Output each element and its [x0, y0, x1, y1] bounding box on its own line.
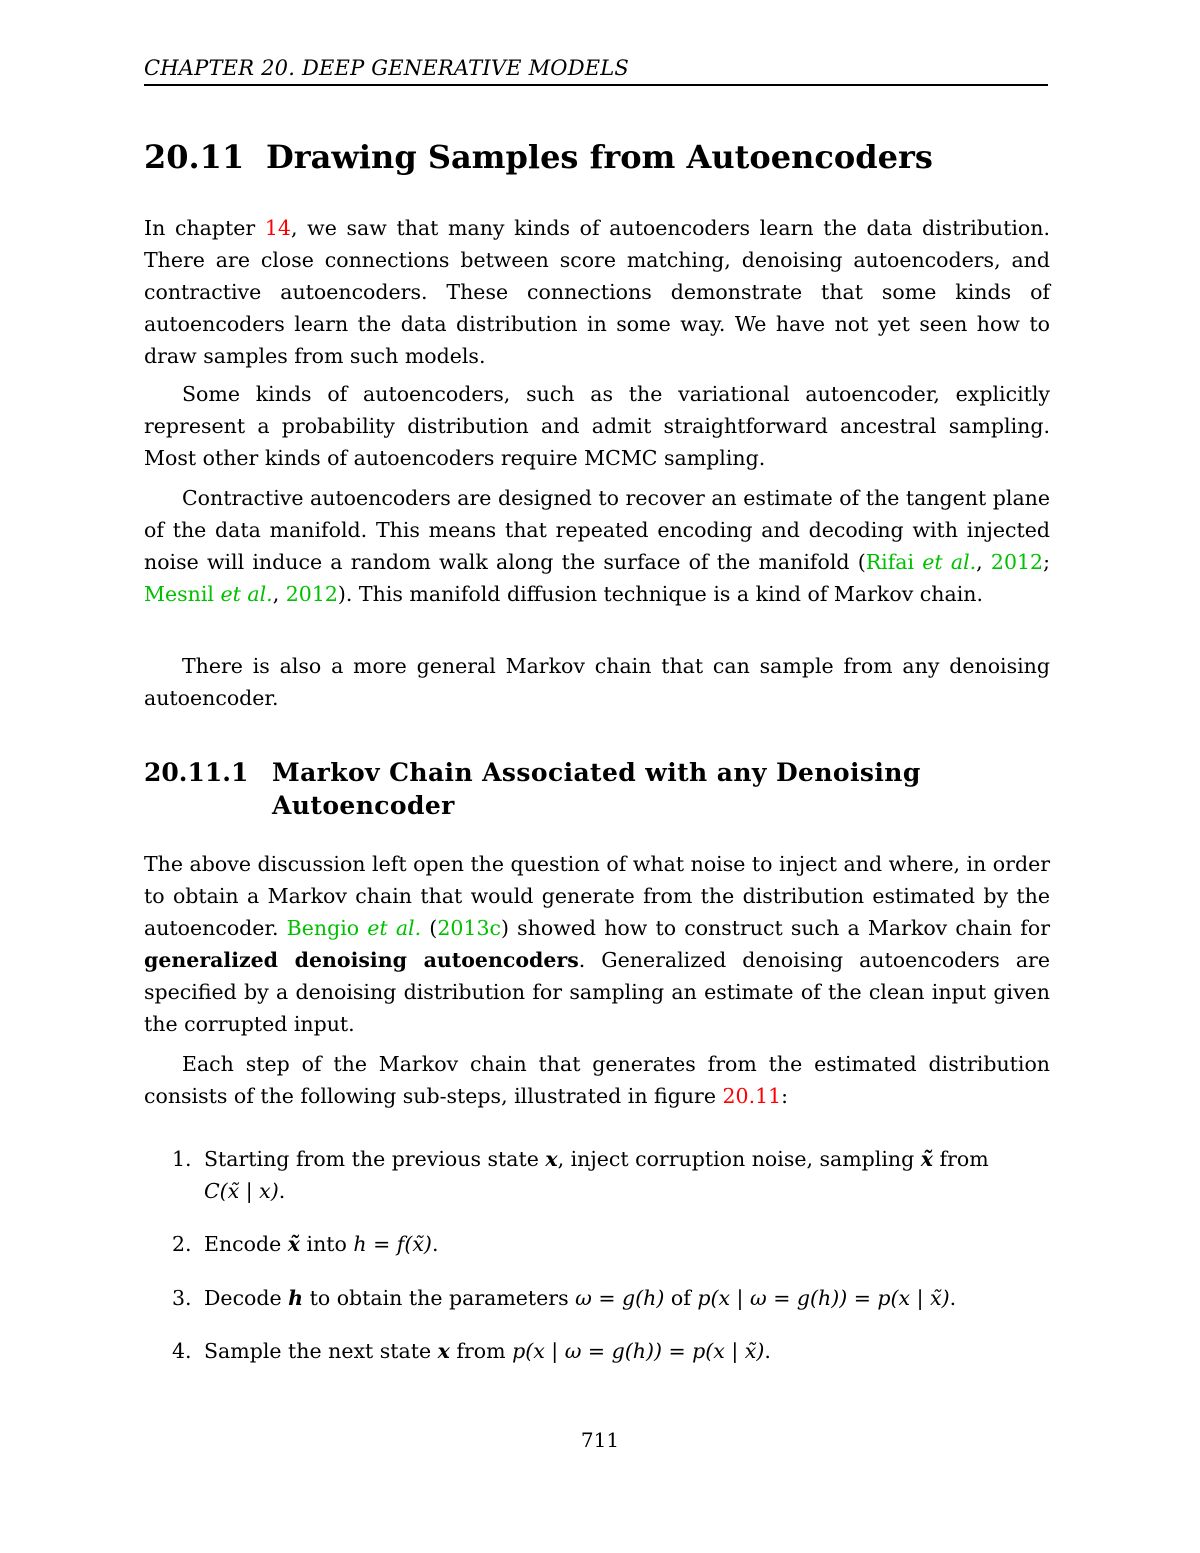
- p3-sep: ;: [1043, 550, 1050, 574]
- step3-text-c: of: [664, 1286, 698, 1310]
- list-marker: 1.: [172, 1147, 192, 1171]
- p3-cite2-sep: ,: [272, 582, 286, 606]
- step2-text-c: .: [431, 1232, 439, 1256]
- section-title: Drawing Samples from Autoencoders: [266, 138, 933, 176]
- paragraph-5: [144, 848, 1050, 1040]
- math-x: x: [437, 1339, 450, 1363]
- section-heading: [144, 138, 1064, 176]
- p5-text-c: . Generalized denoising autoencoders are specified by a denoising distribution for sampling an estimate of the clean input given the corrupted input.: [144, 948, 1050, 1036]
- p1-text-a: In chapter: [144, 216, 265, 240]
- list-item-4: [144, 1335, 1050, 1367]
- figure-reference-link[interactable]: 20.11: [722, 1084, 782, 1108]
- p3-text-b: ). This manifold diffusion technique is a kind of Markov chain.: [337, 582, 983, 606]
- math-corruption-dist: C(x̃ | x): [204, 1179, 279, 1203]
- step2-text-b: into: [300, 1232, 354, 1256]
- paragraph-1: [144, 212, 1050, 372]
- paragraph-3: [144, 482, 1050, 610]
- subsection-heading: [144, 756, 1064, 822]
- list-item-2: [144, 1228, 1050, 1260]
- chapter-reference-link[interactable]: 14: [264, 216, 291, 240]
- p5-text-b: ) showed how to construct such a Markov chain for: [500, 916, 1051, 940]
- math-x: x: [545, 1147, 558, 1171]
- step4-text-c: .: [764, 1339, 771, 1363]
- p3-text-a: Contractive autoencoders are designed to recover an estimate of the tangent plane of the data manifold. This means that repeated encoding and decoding with injected noise will induce a random walk along the surface of the manifold (: [144, 486, 1050, 574]
- citation-rifai-year[interactable]: 2012: [990, 550, 1044, 574]
- term-generalized-denoising-autoencoders: generalized denoising autoencoders: [144, 948, 579, 972]
- step4-text-b: from: [449, 1339, 513, 1363]
- citation-bengio-year[interactable]: 2013c: [437, 916, 501, 940]
- p6-text-b: :: [781, 1084, 789, 1108]
- step1-text-d: .: [278, 1179, 286, 1203]
- citation-bengio-etal[interactable]: et al.: [367, 916, 422, 940]
- step2-text-a: Encode: [204, 1232, 288, 1256]
- p5-open-paren: (: [421, 916, 438, 940]
- citation-bengio-link[interactable]: Bengio: [286, 916, 360, 940]
- citation-mesnil-year[interactable]: 2012: [285, 582, 338, 606]
- step1-text-b: , inject corruption noise, sampling: [557, 1147, 921, 1171]
- subsection-number: 20.11.1: [144, 758, 249, 787]
- header-rule: [144, 84, 1048, 86]
- math-h: h: [288, 1286, 304, 1310]
- list-item-3: [144, 1282, 1050, 1314]
- citation-mesnil-etal[interactable]: et al.: [220, 582, 273, 606]
- citation-rifai-link[interactable]: Rifai: [865, 550, 915, 574]
- citation-mesnil-link[interactable]: Mesnil: [144, 582, 214, 606]
- paragraph-6: [144, 1048, 1050, 1112]
- p6-text-a: Each step of the Markov chain that generates from the estimated distribution consists of the following sub-steps, illustrated in figure: [144, 1052, 1050, 1108]
- step3-text-a: Decode: [204, 1286, 289, 1310]
- p1-text-b: , we saw that many kinds of autoencoders learn the data distribution. There are close connections between score matching, denoising autoencoders, and contractive autoencoders. These connections demonstrate that some kinds of autoencoders learn the data distribution in some way. We have not yet seen how to draw samples from such models.: [144, 216, 1050, 368]
- page-number: 711: [580, 1428, 620, 1452]
- list-marker: 3.: [172, 1286, 192, 1310]
- citation-rifai-etal[interactable]: et al.: [922, 550, 977, 574]
- paragraph-2: Some kinds of autoencoders, such as the variational autoencoder, explicitly represent a probability distribution and admit straightforward ancestral sampling. Most other kinds of autoencoders require MCMC sampling.: [144, 382, 1050, 470]
- math-decode-dist: p(x | ω = g(h)) = p(x | x̃): [512, 1339, 765, 1363]
- list-marker: 4.: [172, 1339, 192, 1363]
- step1-text-a: Starting from the previous state: [204, 1147, 546, 1171]
- subsection-title: Markov Chain Associated with any Denoising Autoencoder: [272, 758, 921, 820]
- p5-text-a: The above discussion left open the question of what noise to inject and where, in order to obtain a Markov chain that would generate from the distribution estimated by the autoencoder.: [144, 852, 1050, 940]
- math-x-tilde: x̃: [920, 1147, 933, 1171]
- paragraph-4: There is also a more general Markov chain that can sample from any denoising autoencoder.: [144, 654, 1050, 710]
- math-x-tilde: x̃: [287, 1232, 300, 1256]
- math-decode-dist: p(x | ω = g(h)) = p(x | x̃): [697, 1286, 950, 1310]
- p3-cite1-sep: ,: [976, 550, 991, 574]
- section-number: 20.11: [144, 138, 245, 176]
- step3-text-d: .: [949, 1286, 957, 1310]
- list-item-1: [144, 1143, 1050, 1207]
- step3-text-b: to obtain the parameters: [303, 1286, 576, 1310]
- list-marker: 2.: [172, 1232, 192, 1256]
- step4-text-a: Sample the next state: [204, 1339, 438, 1363]
- running-head: CHAPTER 20. DEEP GENERATIVE MODELS: [144, 56, 630, 80]
- step1-text-c: from: [933, 1147, 989, 1171]
- math-encode: h = f(x̃): [353, 1232, 432, 1256]
- math-omega-def: ω = g(h): [575, 1286, 665, 1310]
